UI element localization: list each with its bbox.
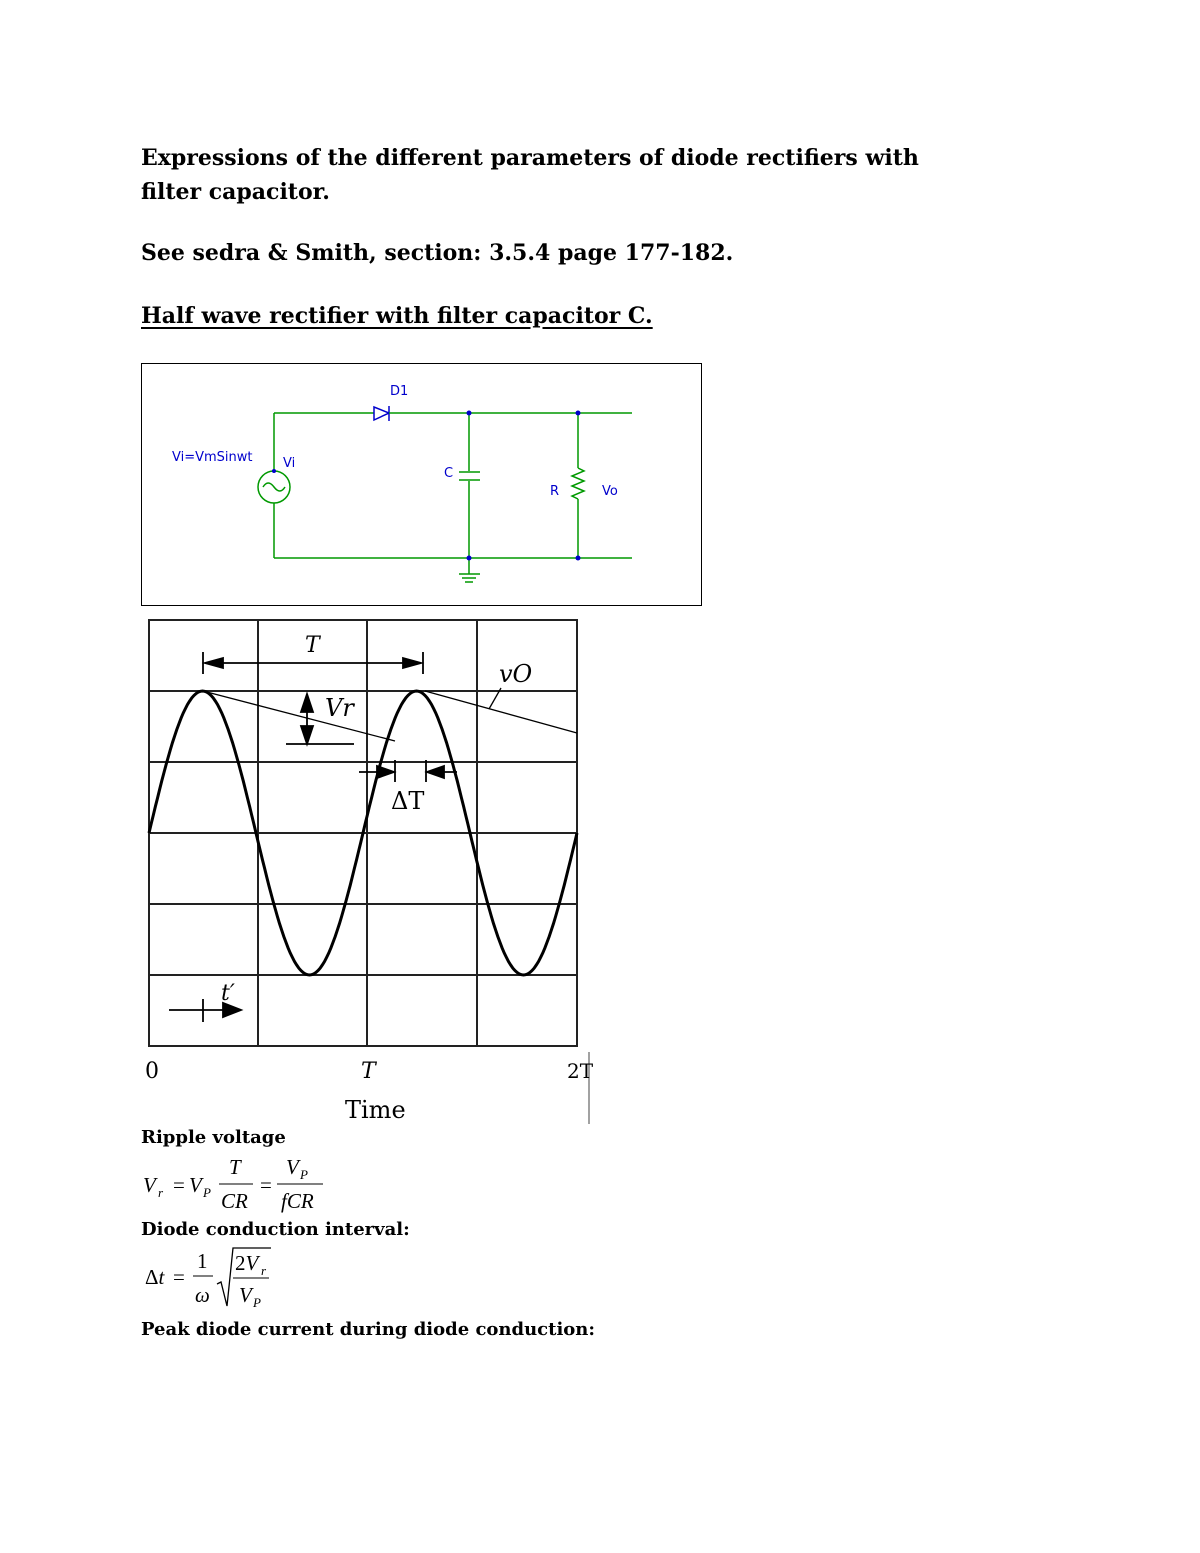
svg-text:=: = — [260, 1173, 272, 1197]
svg-text:ω: ω — [195, 1283, 210, 1307]
period-label: T — [305, 633, 320, 658]
conduction-interval-equation — [141, 1244, 301, 1314]
ripple-voltage-label: Ripple voltage — [141, 1127, 286, 1148]
conduction-dimension — [359, 760, 457, 782]
ripple-equation — [141, 1152, 341, 1216]
svg-text:=: = — [173, 1173, 185, 1197]
section-subheading: Half wave rectifier with filter capacitor C. — [141, 303, 653, 329]
output-waveform-label: vO — [499, 660, 533, 688]
circuit-diagram — [141, 363, 702, 606]
x-axis-label: Time — [345, 1096, 406, 1124]
svg-text:P: P — [203, 1185, 211, 1200]
diode-symbol — [374, 406, 398, 421]
source-label: Vi — [283, 456, 296, 471]
svg-text:=: = — [173, 1265, 185, 1289]
svg-text:1: 1 — [197, 1249, 208, 1273]
diode-interval-label: Diode conduction interval: — [141, 1219, 410, 1240]
document-title: Expressions of the different parameters of diode rectifiers with filter capacitor. — [141, 145, 919, 205]
x-tick-0: 0 — [145, 1059, 159, 1084]
svg-text:V: V — [239, 1283, 252, 1307]
svg-text:r: r — [261, 1263, 267, 1278]
svg-text:r: r — [158, 1185, 164, 1200]
svg-text:fCR: fCR — [281, 1189, 314, 1213]
delta-t-label: ΔT — [391, 787, 425, 815]
svg-text:T: T — [229, 1155, 241, 1179]
rectifier-waveform — [141, 612, 596, 1127]
svg-text:V: V — [189, 1173, 202, 1197]
x-tick-2t: 2T — [567, 1059, 594, 1083]
svg-text:P: P — [253, 1295, 261, 1310]
circuit-schematic — [142, 364, 703, 607]
output-decay-line-2 — [425, 691, 577, 733]
ripple-label: Vr — [325, 694, 354, 722]
svg-text:V: V — [286, 1155, 299, 1179]
x-tick-t: T — [361, 1059, 376, 1084]
svg-text:2V: 2V — [235, 1251, 259, 1275]
output-label: Vo — [602, 484, 618, 499]
svg-text:Δt: Δt — [145, 1265, 165, 1289]
resistor-label: R — [550, 484, 560, 499]
peak-current-label: Peak diode current during diode conduction: — [141, 1319, 596, 1340]
svg-text:V: V — [143, 1173, 156, 1197]
capacitor-label: C — [444, 466, 454, 481]
reference-line: See sedra & Smith, section: 3.5.4 page 177-182. — [141, 240, 734, 266]
source-expression: Vi=VmSinwt — [172, 450, 253, 465]
svg-text:P: P — [300, 1167, 308, 1182]
t-prime-label: t′ — [221, 981, 235, 1006]
diode-label: D1 — [390, 384, 409, 399]
svg-text:CR: CR — [221, 1189, 248, 1213]
